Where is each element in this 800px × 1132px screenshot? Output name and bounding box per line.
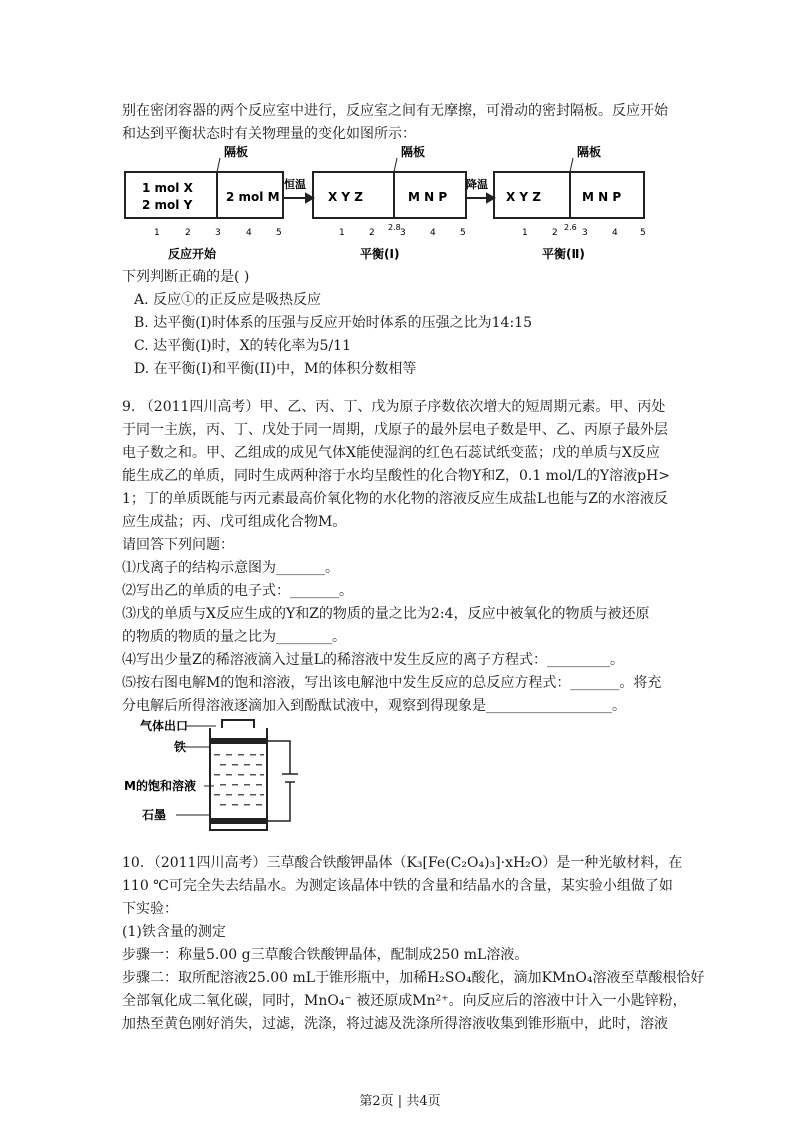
q10-line-2: 110 ℃可完全失去结晶水。为测定该晶体中铁的含量和结晶水的含量，某实验小组做了如 [122, 878, 673, 894]
graphite-electrode-label: 石墨 [142, 808, 167, 822]
intro-line-1: 别在密闭容器的两个反应室中进行，反应室之间有无摩擦，可滑动的密封隔板。反应开始 [122, 103, 668, 119]
start-right-content: 2 mol M [226, 190, 280, 204]
electrolysis-cell-figure [122, 718, 312, 838]
scale1-tick: 4 [246, 228, 252, 238]
scale3-tick: 3 [582, 228, 588, 238]
eq2-right-content: M N P [582, 190, 622, 204]
external-circuit [267, 741, 298, 821]
q8-option-b: B. 达平衡(I)时体系的压强与反应开始时体系的压强之比为14:15 [134, 315, 532, 331]
q9-line-5: 1；丁的单质既能与丙元素最高价氧化物的水化物的溶液反应生成盐L也能与Z的水溶液反 [122, 491, 668, 507]
iron-electrode-label: 铁 [174, 740, 187, 754]
arrow-label-constant-temp: 恒温 [284, 178, 306, 191]
q10-line-4: (1)铁含量的测定 [122, 924, 226, 940]
q9-subquestion-3b: 的物质的物质的量之比为________。 [122, 629, 346, 645]
eq1-left-content: X Y Z [328, 190, 363, 204]
reaction-chamber-diagram [120, 140, 660, 265]
q9-subquestion-5b: 分电解后所得溶液逐滴加入到酚酞试液中，观察到得现象是__________________。 [122, 698, 626, 714]
q10-line-1: 10．（2011四川高考）三草酸合铁酸钾晶体（K₃[Fe(C₂O₄)₃]·xH₂O）是一种光敏材料，在 [122, 855, 683, 871]
scale2-tick: 5 [460, 228, 466, 238]
caption-reaction-start: 反应开始 [168, 247, 217, 261]
iron-electrode-plate [210, 738, 267, 744]
partition-label-1: 隔板 [224, 145, 249, 159]
q10-line-8: 加热至黄色刚好消失，过滤，洗涤，将过滤及洗涤所得溶液收集到锥形瓶中，此时，溶液 [122, 1016, 668, 1032]
scale3-tick: 1 [522, 228, 528, 238]
q9-line-1: 9. （2011四川高考）甲、乙、丙、丁、戊为原子序数依次增大的短周期元素。甲、丙处 [122, 399, 666, 415]
q9-line-3: 电子数之和。甲、乙组成的成见气体X能使湿润的红色石蕊试纸变蓝；戊的单质与X反应 [122, 445, 660, 461]
q8-option-c: C. 达平衡(I)时，X的转化率为5/11 [134, 338, 351, 354]
q10-line-7: 全部氧化成二氧化碳，同时，MnO₄⁻ 被还原成Mn²⁺。向反应后的溶液中计入一小匙锌粉， [122, 993, 687, 1009]
scale2-tick: 2 [369, 228, 375, 238]
q9-subquestion-1: ⑴戊离子的结构示意图为_______。 [122, 560, 339, 576]
scale3-tick: 2.6 [564, 223, 577, 232]
graphite-electrode-plate [210, 818, 267, 824]
scale2-tick: 1 [339, 228, 345, 238]
q9-subquestion-5a: ⑸按右图电解M的饱和溶液，写出该电解池中发生反应的总反应方程式：_______。将充 [122, 675, 662, 691]
intro-line-2: 和达到平衡状态时有关物理量的变化如图所示： [122, 126, 416, 142]
arrow-label-cooling: 降温 [466, 178, 488, 191]
scale3-tick: 5 [640, 228, 646, 238]
saturated-solution-label: M的饱和溶液 [124, 779, 196, 793]
q8-option-a: A. 反应①的正反应是吸热反应 [134, 292, 322, 308]
page-footer: 第2页 | 共4页 [359, 1094, 441, 1109]
q9-line-6: 应生成盐；丙、戊可组成化合物M。 [122, 514, 347, 530]
eq2-left-content: X Y Z [506, 190, 541, 204]
eq1-right-content: M N P [408, 190, 448, 204]
scale1-tick: 3 [215, 228, 221, 238]
q8-stem: 下列判断正确的是( ) [122, 269, 250, 285]
caption-equilibrium-1: 平衡(Ⅰ) [360, 247, 400, 261]
scale1-tick: 1 [154, 228, 160, 238]
solution-pattern [214, 754, 264, 806]
partition-label-2: 隔板 [401, 145, 426, 159]
scale3-tick: 2 [552, 228, 558, 238]
scale1-tick: 5 [276, 228, 282, 238]
q10-line-3: 下实验： [122, 901, 178, 917]
caption-equilibrium-2: 平衡(Ⅱ) [542, 247, 585, 261]
q9-subquestion-2: ⑵写出乙的单质的电子式：_______。 [122, 583, 353, 599]
scale2-tick: 2.8 [388, 223, 401, 232]
q8-option-d: D. 在平衡(I)和平衡(II)中，M的体积分数相等 [134, 361, 417, 377]
q9-line-4: 能生成乙的单质，同时生成两种溶于水均呈酸性的化合物Y和Z，0.1 mol/L的Y溶液pH> [122, 468, 671, 484]
start-left-line-2: 2 mol Y [142, 198, 193, 212]
q10-line-6: 步骤二：取所配溶液25.00 mL于锥形瓶中，加稀H₂SO₄酸化，滴加KMnO₄溶液至草酸根恰好 [122, 970, 705, 986]
scale1-tick: 2 [185, 228, 191, 238]
scale3-tick: 4 [612, 228, 618, 238]
start-left-line-1: 1 mol X [142, 181, 193, 195]
scale2-tick: 4 [430, 228, 436, 238]
q9-subquestion-3a: ⑶戊的单质与X反应生成的Y和Z的物质的量之比为2:4，反应中被氧化的物质与被还原 [122, 606, 650, 622]
gas-outlet-label: 气体出口 [140, 719, 189, 733]
q9-line-2: 于同一主族，丙、丁、戊处于同一周期，戊原子的最外层电子数是甲、乙、丙原子最外层 [122, 422, 668, 438]
q9-subquestion-4: ⑷写出少量Z的稀溶液滴入过量L的稀溶液中发生反应的离子方程式：_________。 [122, 652, 625, 668]
scale2-tick: 3 [400, 228, 406, 238]
q9-line-7: 请回答下列问题： [122, 537, 234, 553]
partition-label-3: 隔板 [577, 145, 602, 159]
q10-line-5: 步骤一：称量5.00 g三草酸合铁酸钾晶体，配制成250 mL溶液。 [122, 947, 529, 963]
